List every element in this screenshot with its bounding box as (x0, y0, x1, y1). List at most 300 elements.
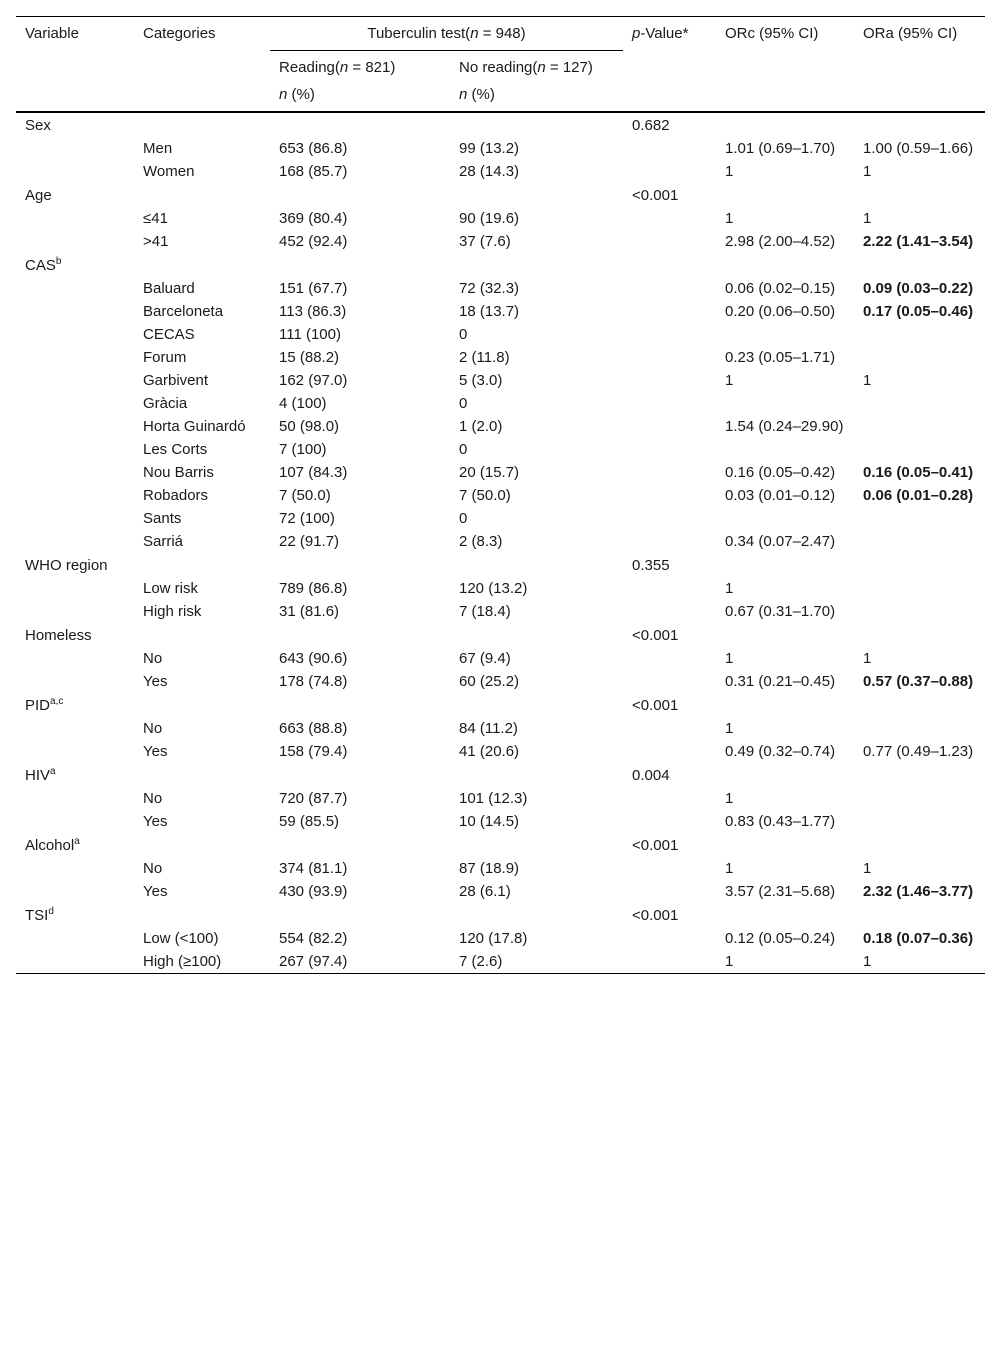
category-row (16, 277, 985, 300)
p-value: <0.001 (632, 907, 679, 924)
footnote-marker: d (48, 906, 54, 917)
variable-empty (16, 880, 134, 903)
variable-name (16, 553, 134, 577)
category-row (16, 369, 985, 392)
variable-name (16, 623, 134, 647)
noreading-empty (450, 693, 623, 717)
reading-count: 15 (88.2) (279, 349, 340, 366)
variable-row (16, 763, 985, 787)
no-reading-count: 18 (13.7) (459, 303, 520, 320)
no-reading-count: 84 (11.2) (459, 720, 518, 737)
variable-empty (16, 346, 134, 369)
variable-name (16, 693, 134, 717)
p-value: <0.001 (632, 697, 679, 714)
ora-empty (854, 623, 985, 647)
reading-count: 151 (67.7) (279, 280, 348, 297)
reading-count: 789 (86.8) (279, 580, 348, 597)
header-pvalue-italic: p (632, 25, 641, 42)
category-name: No (143, 860, 163, 877)
p-value-empty (623, 461, 716, 484)
category-row (16, 392, 985, 415)
variable-label: WHO region (25, 557, 108, 574)
orc-value: 1 (725, 580, 734, 597)
header-tuberculin-test (270, 17, 623, 51)
noreading-empty (450, 183, 623, 207)
p-value-empty (623, 207, 716, 230)
ora-empty (854, 553, 985, 577)
p-value-empty (623, 392, 716, 415)
variable-empty (16, 323, 134, 346)
orc-value (716, 507, 854, 530)
no-reading-count: 28 (14.3) (459, 163, 520, 180)
p-value: 0.004 (632, 767, 670, 784)
reading-empty (270, 763, 450, 787)
reading-count: 7 (50.0) (279, 487, 331, 504)
ora-value (854, 346, 985, 369)
header-categories: Categories (143, 25, 216, 42)
p-value: <0.001 (632, 187, 679, 204)
noreading-empty (450, 903, 623, 927)
cat-empty (134, 553, 270, 577)
ora-empty (854, 693, 985, 717)
p-value-empty (623, 787, 716, 810)
reading-count: 554 (82.2) (279, 930, 348, 947)
category-name: Horta Guinardó (143, 418, 246, 435)
orc-value: 1 (725, 953, 734, 970)
reading-count: 50 (98.0) (279, 418, 340, 435)
no-reading-count: 87 (18.9) (459, 860, 520, 877)
p-value (623, 253, 716, 277)
variable-empty (16, 927, 134, 950)
variable-label: Alcohol (25, 837, 75, 854)
category-name: Garbivent (143, 372, 209, 389)
no-reading-count: 28 (6.1) (459, 883, 511, 900)
reading-count: 158 (79.4) (279, 743, 348, 760)
reading-empty (270, 253, 450, 277)
ora-value (854, 438, 985, 461)
ora-value (854, 577, 985, 600)
reading-count: 374 (81.1) (279, 860, 348, 877)
category-name: Forum (143, 349, 187, 366)
category-name: ≤41 (143, 210, 168, 227)
header-npct-rest: (%) (287, 86, 315, 103)
no-reading-count: 20 (15.7) (459, 464, 520, 481)
category-row (16, 670, 985, 693)
variable-empty (16, 484, 134, 507)
no-reading-count: 101 (12.3) (459, 790, 528, 807)
variable-name (16, 253, 134, 277)
results-table (16, 16, 985, 974)
p-value-empty (623, 230, 716, 253)
no-reading-count: 1 (2.0) (459, 418, 503, 435)
ora-value: 1 (863, 650, 872, 667)
header-noreading-prefix: No reading( (459, 59, 538, 76)
variable-row (16, 553, 985, 577)
ora-empty (854, 253, 985, 277)
reading-count: 111 (100) (279, 326, 341, 343)
ora-empty (854, 112, 985, 137)
ora-value (854, 415, 985, 438)
header-tuberculin-prefix: Tuberculin test( (367, 25, 471, 42)
category-name: Yes (143, 883, 168, 900)
category-row (16, 415, 985, 438)
no-reading-count: 0 (459, 510, 468, 527)
reading-count: 430 (93.9) (279, 883, 348, 900)
category-name: Yes (143, 673, 168, 690)
variable-empty (16, 438, 134, 461)
no-reading-count: 0 (459, 395, 468, 412)
category-name: No (143, 790, 163, 807)
ora-value: 0.09 (0.03–0.22) (863, 280, 974, 297)
header-ora: ORa (95% CI) (863, 25, 958, 42)
ora-value: 0.77 (0.49–1.23) (863, 743, 974, 760)
category-name: No (143, 720, 163, 737)
orc-value: 1 (725, 163, 734, 180)
category-row (16, 740, 985, 763)
orc-value: 0.16 (0.05–0.42) (725, 464, 836, 481)
category-name: Nou Barris (143, 464, 214, 481)
ora-value: 1 (863, 860, 872, 877)
no-reading-count: 7 (50.0) (459, 487, 511, 504)
header-tuberculin-n: n (470, 25, 479, 42)
p-value-empty (623, 323, 716, 346)
category-row (16, 717, 985, 740)
category-row (16, 577, 985, 600)
variable-empty (16, 600, 134, 623)
noreading-empty (450, 553, 623, 577)
header-empty (854, 84, 985, 112)
category-row (16, 323, 985, 346)
no-reading-count: 41 (20.6) (459, 743, 520, 760)
ora-value (854, 530, 985, 553)
orc-value: 0.83 (0.43–1.77) (725, 813, 836, 830)
p-value-empty (623, 857, 716, 880)
cat-empty (134, 763, 270, 787)
no-reading-count: 7 (2.6) (459, 953, 503, 970)
p-value-empty (623, 950, 716, 974)
category-name: >41 (143, 233, 169, 250)
no-reading-count: 37 (7.6) (459, 233, 511, 250)
reading-empty (270, 623, 450, 647)
header-empty (16, 84, 134, 112)
orc-empty (716, 253, 854, 277)
header-empty (623, 84, 716, 112)
p-value-empty (623, 346, 716, 369)
category-name: Robadors (143, 487, 209, 504)
variable-row (16, 693, 985, 717)
orc-empty (716, 112, 854, 137)
noreading-empty (450, 112, 623, 137)
category-name: Sants (143, 510, 182, 527)
p-value-empty (623, 600, 716, 623)
ora-value: 1.00 (0.59–1.66) (863, 140, 974, 157)
header-reading (270, 51, 450, 85)
category-row (16, 300, 985, 323)
reading-count: 59 (85.5) (279, 813, 340, 830)
reading-empty (270, 112, 450, 137)
ora-value (854, 787, 985, 810)
p-value: <0.001 (632, 627, 679, 644)
ora-value: 0.57 (0.37–0.88) (863, 673, 974, 690)
ora-value: 0.16 (0.05–0.41) (863, 464, 974, 481)
noreading-empty (450, 253, 623, 277)
header-reading-n: n (339, 59, 349, 76)
orc-value: 0.20 (0.06–0.50) (725, 303, 836, 320)
orc-empty (716, 183, 854, 207)
p-value-empty (623, 160, 716, 183)
orc-empty (716, 693, 854, 717)
variable-row (16, 112, 985, 137)
cat-empty (134, 903, 270, 927)
noreading-empty (450, 623, 623, 647)
p-value-empty (623, 740, 716, 763)
orc-value: 0.12 (0.05–0.24) (725, 930, 836, 947)
variable-name (16, 903, 134, 927)
ora-value: 1 (863, 210, 872, 227)
cat-empty (134, 253, 270, 277)
reading-count: 31 (81.6) (279, 603, 340, 620)
header-variable: Variable (25, 25, 79, 42)
variable-name (16, 183, 134, 207)
ora-value (854, 507, 985, 530)
category-row (16, 530, 985, 553)
header-tuberculin-suffix: = 948) (478, 25, 526, 42)
orc-value: 0.06 (0.02–0.15) (725, 280, 836, 297)
variable-label: TSI (25, 907, 49, 924)
orc-value: 0.03 (0.01–0.12) (725, 487, 836, 504)
orc-value: 0.23 (0.05–1.71) (725, 349, 836, 366)
no-reading-count: 10 (14.5) (459, 813, 520, 830)
no-reading-count: 120 (17.8) (459, 930, 528, 947)
orc-empty (716, 903, 854, 927)
orc-value (716, 438, 854, 461)
ora-value (854, 392, 985, 415)
header-noreading-npct (450, 84, 623, 112)
no-reading-count: 72 (32.3) (459, 280, 520, 297)
ora-value: 1 (863, 953, 872, 970)
table-body (16, 112, 985, 974)
variable-label: Homeless (25, 627, 92, 644)
orc-value: 1 (725, 210, 734, 227)
variable-empty (16, 137, 134, 160)
variable-row (16, 183, 985, 207)
variable-empty (16, 530, 134, 553)
variable-empty (16, 369, 134, 392)
p-value: <0.001 (632, 837, 679, 854)
category-row (16, 484, 985, 507)
header-reading-npct (270, 84, 450, 112)
variable-empty (16, 810, 134, 833)
header-npct-italic: n (279, 86, 288, 103)
footnote-marker: a,c (50, 696, 64, 707)
ora-value: 1 (863, 372, 872, 389)
ora-value: 0.06 (0.01–0.28) (863, 487, 974, 504)
variable-empty (16, 160, 134, 183)
no-reading-count: 60 (25.2) (459, 673, 520, 690)
variable-label: CAS (25, 257, 56, 274)
orc-value: 1 (725, 372, 734, 389)
cat-empty (134, 112, 270, 137)
category-row (16, 461, 985, 484)
orc-value: 0.49 (0.32–0.74) (725, 743, 836, 760)
variable-empty (16, 415, 134, 438)
header-empty (134, 84, 270, 112)
orc-value: 1 (725, 650, 734, 667)
category-name: Gràcia (143, 395, 188, 412)
p-value-empty (623, 137, 716, 160)
variable-label: HIV (25, 767, 51, 784)
variable-empty (16, 950, 134, 974)
p-value-empty (623, 717, 716, 740)
variable-label: Age (25, 187, 52, 204)
orc-value: 1.01 (0.69–1.70) (725, 140, 836, 157)
ora-value: 0.17 (0.05–0.46) (863, 303, 974, 320)
variable-row (16, 253, 985, 277)
header-noreading-n: n (537, 59, 546, 76)
noreading-empty (450, 763, 623, 787)
reading-count: 22 (91.7) (279, 533, 340, 550)
category-name: No (143, 650, 163, 667)
category-name: Les Corts (143, 441, 208, 458)
orc-value: 1 (725, 860, 734, 877)
footnote-marker: a (50, 766, 56, 777)
ora-empty (854, 833, 985, 857)
reading-count: 107 (84.3) (279, 464, 348, 481)
no-reading-count: 120 (13.2) (459, 580, 528, 597)
no-reading-count: 0 (459, 441, 468, 458)
table-header (16, 17, 985, 113)
category-row (16, 346, 985, 369)
reading-count: 72 (100) (279, 510, 335, 527)
category-row (16, 787, 985, 810)
results-table-container (16, 16, 985, 974)
header-npct-rest: (%) (467, 86, 495, 103)
variable-empty (16, 461, 134, 484)
p-value-empty (623, 277, 716, 300)
variable-name (16, 112, 134, 137)
header-pvalue (623, 17, 716, 85)
cat-empty (134, 693, 270, 717)
orc-value: 1 (725, 790, 734, 807)
p-value-empty (623, 484, 716, 507)
variable-empty (16, 207, 134, 230)
reading-count: 178 (74.8) (279, 673, 348, 690)
no-reading-count: 7 (18.4) (459, 603, 511, 620)
orc-value: 0.31 (0.21–0.45) (725, 673, 836, 690)
variable-row (16, 833, 985, 857)
header-orc: ORc (95% CI) (725, 25, 819, 42)
category-row (16, 927, 985, 950)
variable-row (16, 623, 985, 647)
category-row (16, 137, 985, 160)
orc-empty (716, 763, 854, 787)
variable-empty (16, 717, 134, 740)
category-name: Barceloneta (143, 303, 224, 320)
reading-empty (270, 183, 450, 207)
orc-value: 1 (725, 720, 734, 737)
variable-empty (16, 300, 134, 323)
variable-empty (16, 230, 134, 253)
orc-value: 0.34 (0.07–2.47) (725, 533, 836, 550)
header-reading-suffix: = 821) (348, 59, 396, 76)
category-row (16, 207, 985, 230)
variable-empty (16, 277, 134, 300)
reading-count: 720 (87.7) (279, 790, 348, 807)
header-reading-prefix: Reading( (279, 59, 340, 76)
cat-empty (134, 833, 270, 857)
cat-empty (134, 623, 270, 647)
ora-empty (854, 763, 985, 787)
no-reading-count: 5 (3.0) (459, 372, 503, 389)
category-row (16, 600, 985, 623)
no-reading-count: 90 (19.6) (459, 210, 520, 227)
category-name: High (≥100) (143, 953, 222, 970)
category-row (16, 857, 985, 880)
variable-label: PID (25, 697, 51, 714)
p-value-empty (623, 927, 716, 950)
variable-empty (16, 857, 134, 880)
header-noreading-suffix: = 127) (545, 59, 593, 76)
orc-value: 1.54 (0.24–29.90) (725, 418, 844, 435)
orc-value: 3.57 (2.31–5.68) (725, 883, 836, 900)
p-value-empty (623, 647, 716, 670)
category-name: High risk (143, 603, 202, 620)
reading-count: 267 (97.4) (279, 953, 348, 970)
ora-value (854, 600, 985, 623)
ora-value (854, 323, 985, 346)
header-npct-italic: n (459, 86, 468, 103)
orc-value: 2.98 (2.00–4.52) (725, 233, 836, 250)
p-value-empty (623, 880, 716, 903)
reading-count: 643 (90.6) (279, 650, 348, 667)
reading-count: 663 (88.8) (279, 720, 348, 737)
variable-empty (16, 740, 134, 763)
variable-label: Sex (25, 117, 51, 134)
variable-empty (16, 787, 134, 810)
p-value-empty (623, 300, 716, 323)
reading-count: 162 (97.0) (279, 372, 348, 389)
p-value-empty (623, 438, 716, 461)
p-value-empty (623, 369, 716, 392)
no-reading-count: 67 (9.4) (459, 650, 511, 667)
reading-count: 653 (86.8) (279, 140, 348, 157)
orc-empty (716, 623, 854, 647)
variable-empty (16, 392, 134, 415)
category-name: Women (143, 163, 195, 180)
variable-name (16, 763, 134, 787)
no-reading-count: 0 (459, 326, 468, 343)
ora-value: 1 (863, 163, 872, 180)
reading-count: 4 (100) (279, 395, 327, 412)
header-no-reading (450, 51, 623, 85)
no-reading-count: 99 (13.2) (459, 140, 520, 157)
category-name: Low risk (143, 580, 199, 597)
reading-count: 452 (92.4) (279, 233, 348, 250)
orc-value (716, 392, 854, 415)
p-value-empty (623, 507, 716, 530)
category-name: CECAS (143, 326, 195, 343)
header-empty (716, 84, 854, 112)
cat-empty (134, 183, 270, 207)
category-name: Baluard (143, 280, 195, 297)
ora-empty (854, 183, 985, 207)
p-value: 0.355 (632, 557, 670, 574)
reading-count: 369 (80.4) (279, 210, 348, 227)
no-reading-count: 2 (8.3) (459, 533, 503, 550)
variable-empty (16, 670, 134, 693)
orc-empty (716, 833, 854, 857)
reading-empty (270, 903, 450, 927)
